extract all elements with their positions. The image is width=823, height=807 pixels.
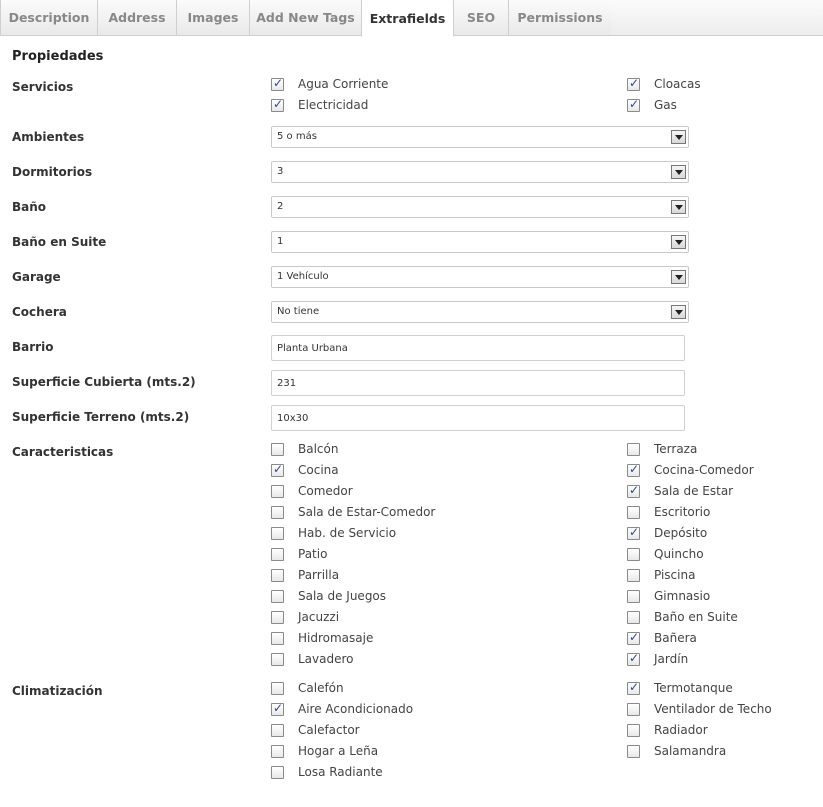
checkbox-box[interactable] xyxy=(627,682,640,695)
checkbox-label: Escritorio xyxy=(654,505,711,519)
checkbox-cocina-comedor[interactable] xyxy=(627,462,754,478)
checkbox-box[interactable] xyxy=(271,590,284,603)
section-title: Propiedades xyxy=(12,49,104,64)
checkbox-box[interactable] xyxy=(271,548,284,561)
checkbox-label: Cloacas xyxy=(654,77,701,91)
checkbox-label: Balcón xyxy=(298,442,339,456)
tab-bar-filler xyxy=(611,0,823,36)
checkbox-box[interactable] xyxy=(627,632,640,645)
checkbox-bano-en-suite[interactable] xyxy=(627,609,738,625)
checkbox-label: Piscina xyxy=(654,568,696,582)
checkbox-box[interactable] xyxy=(271,745,284,758)
superficie-cubierta-mts-2-label: Superficie Cubierta (mts.2) xyxy=(12,375,196,389)
tab-extrafields[interactable]: Extrafields xyxy=(361,0,454,37)
checkbox-calefon[interactable] xyxy=(271,680,344,696)
chevron-down-icon[interactable] xyxy=(671,235,686,249)
checkbox-box[interactable] xyxy=(271,78,284,91)
garage-label: Garage xyxy=(12,270,61,284)
checkbox-lavadero[interactable] xyxy=(271,651,354,667)
garage-select[interactable] xyxy=(271,266,689,288)
checkbox-box[interactable] xyxy=(627,653,640,666)
checkbox-radiador[interactable] xyxy=(627,722,708,738)
checkbox-label: Sala de Estar-Comedor xyxy=(298,505,436,519)
checkbox-label: Lavadero xyxy=(298,652,354,666)
cochera-label: Cochera xyxy=(12,305,67,319)
dormitorios-label: Dormitorios xyxy=(12,165,93,179)
checkbox-losa-radiante[interactable] xyxy=(271,764,383,780)
checkbox-box[interactable] xyxy=(271,527,284,540)
chevron-down-icon[interactable] xyxy=(671,200,686,214)
checkbox-ventilador-de-techo[interactable] xyxy=(627,701,772,717)
checkbox-label: Cocina xyxy=(298,463,339,477)
select-value: 1 Vehículo xyxy=(277,271,329,282)
checkbox-jardin[interactable] xyxy=(627,651,688,667)
checkbox-hab-de-servicio[interactable] xyxy=(271,525,396,541)
checkbox-box[interactable] xyxy=(271,99,284,112)
tab-images[interactable]: Images xyxy=(176,0,250,36)
checkbox-hidromasaje[interactable] xyxy=(271,630,373,646)
barrio-input[interactable] xyxy=(271,335,685,361)
checkbox-box[interactable] xyxy=(627,443,640,456)
tab-add-new-tags[interactable]: Add New Tags xyxy=(249,0,362,36)
checkbox-quincho[interactable] xyxy=(627,546,704,562)
checkbox-escritorio[interactable] xyxy=(627,504,710,520)
select-value: 5 o más xyxy=(277,131,317,142)
tab-bar xyxy=(0,0,823,36)
checkbox-label: Cocina-Comedor xyxy=(654,463,754,477)
checkbox-label: Jacuzzi xyxy=(298,610,340,624)
checkbox-box[interactable] xyxy=(627,506,640,519)
checkbox-label: Hogar a Leña xyxy=(298,744,379,758)
superficie-terreno-mts-2-input[interactable] xyxy=(271,405,685,431)
checkbox-box[interactable] xyxy=(627,527,640,540)
checkbox-label: Gas xyxy=(654,98,677,112)
select-value: 1 xyxy=(277,236,284,247)
checkbox-box[interactable] xyxy=(627,78,640,91)
checkbox-sala-de-juegos[interactable] xyxy=(271,588,386,604)
tab-address[interactable]: Address xyxy=(97,0,177,36)
checkbox-electricidad[interactable] xyxy=(271,97,368,113)
checkbox-box[interactable] xyxy=(627,485,640,498)
checkbox-banera[interactable] xyxy=(627,630,697,646)
checkbox-deposito[interactable] xyxy=(627,525,707,541)
checkbox-label: Parrilla xyxy=(298,568,340,582)
checkbox-label: Jardín xyxy=(654,652,689,666)
checkbox-label: Hab. de Servicio xyxy=(298,526,397,540)
checkbox-parrilla[interactable] xyxy=(271,567,339,583)
checkbox-label: Losa Radiante xyxy=(298,765,383,779)
checkbox-box[interactable] xyxy=(627,724,640,737)
checkbox-box[interactable] xyxy=(627,569,640,582)
superficie-cubierta-mts-2-input[interactable] xyxy=(271,370,685,396)
bano-select[interactable] xyxy=(271,196,689,218)
checkbox-box[interactable] xyxy=(627,548,640,561)
checkbox-label: Comedor xyxy=(298,484,353,498)
tab-seo[interactable]: SEO xyxy=(453,0,509,36)
checkbox-label: Hidromasaje xyxy=(298,631,374,645)
checkbox-label: Calefón xyxy=(298,681,344,695)
climatizacion-label: Climatización xyxy=(12,684,103,698)
checkbox-box[interactable] xyxy=(271,485,284,498)
chevron-down-icon[interactable] xyxy=(671,130,686,144)
checkbox-box[interactable] xyxy=(627,464,640,477)
checkbox-label: Gimnasio xyxy=(654,589,711,603)
checkbox-label: Ventilador de Techo xyxy=(654,702,772,716)
checkbox-box[interactable] xyxy=(271,682,284,695)
checkbox-label: Radiador xyxy=(654,723,708,737)
checkbox-sala-de-estar-comedor[interactable] xyxy=(271,504,435,520)
chevron-down-icon[interactable] xyxy=(671,305,686,319)
checkbox-cloacas[interactable] xyxy=(627,76,701,92)
checkbox-terraza[interactable] xyxy=(627,441,697,457)
checkbox-box[interactable] xyxy=(271,569,284,582)
checkbox-label: Terraza xyxy=(654,442,698,456)
checkbox-label: Calefactor xyxy=(298,723,360,737)
checkbox-label: Electricidad xyxy=(298,98,369,112)
checkbox-box[interactable] xyxy=(271,611,284,624)
checkbox-comedor[interactable] xyxy=(271,483,353,499)
dormitorios-select[interactable] xyxy=(271,161,689,183)
checkbox-gas[interactable] xyxy=(627,97,677,113)
servicios-label: Servicios xyxy=(12,80,74,94)
checkbox-box[interactable] xyxy=(271,703,284,716)
barrio-label: Barrio xyxy=(12,340,54,354)
checkbox-balcon[interactable] xyxy=(271,441,338,457)
checkbox-label: Baño en Suite xyxy=(654,610,738,624)
bano-en-suite-label: Baño en Suite xyxy=(12,235,107,249)
checkbox-box[interactable] xyxy=(271,766,284,779)
checkbox-gimnasio[interactable] xyxy=(627,588,710,604)
select-value: No tiene xyxy=(277,306,320,317)
checkbox-box[interactable] xyxy=(627,611,640,624)
checkbox-piscina[interactable] xyxy=(627,567,695,583)
ambientes-select[interactable] xyxy=(271,126,689,148)
caracteristicas-label: Caracteristicas xyxy=(12,445,114,459)
checkbox-box[interactable] xyxy=(271,506,284,519)
checkbox-label: Aire Acondicionado xyxy=(298,702,414,716)
checkbox-label: Sala de Juegos xyxy=(298,589,387,603)
checkbox-box[interactable] xyxy=(271,632,284,645)
tab-description[interactable]: Description xyxy=(0,0,98,36)
checkbox-box[interactable] xyxy=(627,99,640,112)
checkbox-hogar-a-lena[interactable] xyxy=(271,743,378,759)
bano-en-suite-select[interactable] xyxy=(271,231,689,253)
checkbox-calefactor[interactable] xyxy=(271,722,360,738)
checkbox-jacuzzi[interactable] xyxy=(271,609,339,625)
checkbox-termotanque[interactable] xyxy=(627,680,733,696)
checkbox-label: Agua Corriente xyxy=(298,77,389,91)
chevron-down-icon[interactable] xyxy=(671,270,686,284)
checkbox-box[interactable] xyxy=(627,590,640,603)
checkbox-box[interactable] xyxy=(627,703,640,716)
checkbox-salamandra[interactable] xyxy=(627,743,726,759)
checkbox-agua-corriente[interactable] xyxy=(271,76,388,92)
ambientes-label: Ambientes xyxy=(12,130,85,144)
superficie-terreno-mts-2-label: Superficie Terreno (mts.2) xyxy=(12,410,190,424)
checkbox-box[interactable] xyxy=(271,653,284,666)
checkbox-cocina[interactable] xyxy=(271,462,339,478)
checkbox-box[interactable] xyxy=(271,443,284,456)
checkbox-label: Salamandra xyxy=(654,744,727,758)
checkbox-patio[interactable] xyxy=(271,546,327,562)
checkbox-label: Bañera xyxy=(654,631,697,645)
checkbox-sala-de-estar[interactable] xyxy=(627,483,733,499)
select-value: 3 xyxy=(277,166,284,177)
checkbox-label: Quincho xyxy=(654,547,704,561)
bano-label: Baño xyxy=(12,200,47,214)
cochera-select[interactable] xyxy=(271,301,689,323)
checkbox-box[interactable] xyxy=(627,745,640,758)
checkbox-label: Sala de Estar xyxy=(654,484,734,498)
checkbox-label: Termotanque xyxy=(654,681,733,695)
checkbox-box[interactable] xyxy=(271,724,284,737)
checkbox-label: Patio xyxy=(298,547,328,561)
chevron-down-icon[interactable] xyxy=(671,165,686,179)
checkbox-label: Depósito xyxy=(654,526,708,540)
tab-permissions[interactable]: Permissions xyxy=(508,0,612,36)
checkbox-aire-acondicionado[interactable] xyxy=(271,701,413,717)
select-value: 2 xyxy=(277,201,284,212)
checkbox-box[interactable] xyxy=(271,464,284,477)
